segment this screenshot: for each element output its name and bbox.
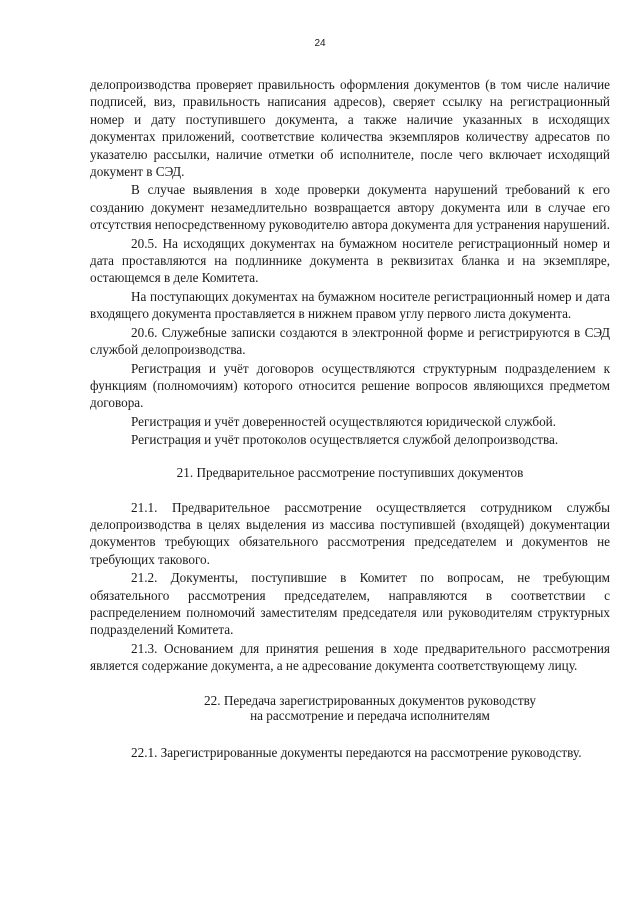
document-body — [90, 76, 610, 762]
paragraph-contracts: Регистрация и учёт договоров осуществляются структурным подразделением к функциям (полномочиям) которого относится решение вопросов являющихся предметом договора. — [90, 360, 610, 411]
section-22-heading — [90, 693, 610, 723]
paragraph-20-5: 20.5. На исходящих документах на бумажном носителе регистрационный номер и дата проставляются на подлиннике документа в реквизитах бланка и на экземпляре, остающемся в деле Комитета. — [90, 235, 610, 286]
paragraph-22-1: 22.1. Зарегистрированные документы передаются на рассмотрение руководству. — [131, 744, 582, 760]
paragraph-21-3: 21.3. Основанием для принятия решения в ходе предварительного рассмотрения является содержание документа, а не адресование документа соответствующему лицу. — [90, 640, 610, 674]
paragraph-continuation: делопроизводства проверяет правильность оформления документов (в том числе наличие подписей, виз, правильность написания адресов), сверяет ссылку на регистрационный номер и дату поступившего документа, а также наличие указанных в исходящих документах приложений, соответствие количества экземпляров количеству адресатов по указателю рассылки, наличие отметки об исполнителе, после чего включает исходящий документ в СЭД. — [90, 77, 610, 180]
paragraph-protocols: Регистрация и учёт протоколов осуществляется службой делопроизводства. — [131, 432, 559, 448]
section-22-heading-line1: 22. Передача зарегистрированных документов руководству — [204, 692, 536, 708]
paragraph-20-6: 20.6. Служебные записки создаются в электронной форме и регистрируются в СЭД службой делопроизводства. — [90, 324, 610, 358]
section-21-heading: 21. Предварительное рассмотрение поступивших документов — [176, 464, 524, 480]
paragraph-incoming-registration: На поступающих документах на бумажном носителе регистрационный номер и дата входящего документа проставляется в нижнем правом углу первого листа документа. — [90, 288, 610, 322]
paragraph-violation-return: В случае выявления в ходе проверки документа нарушений требований к его созданию документ незамедлительно возвращается автору документа или в случае его отсутствия непосредственному руководителю автора документа для устранения нарушений. — [90, 182, 610, 233]
paragraph-21-1: 21.1. Предварительное рассмотрение осуществляется сотрудником службы делопроизводства в целях выделения из массива поступившей (входящей) документации документов требующих обязательного рассмотрения председателем и документов не требующих такового. — [90, 499, 610, 567]
page-number: 24 — [314, 38, 326, 49]
paragraph-powers-of-attorney: Регистрация и учёт доверенностей осуществляются юридической службой. — [131, 413, 557, 429]
paragraph-21-2: 21.2. Документы, поступившие в Комитет по вопросам, не требующим обязательного рассмотрения председателем, направляются в соответствии с распределением полномочий заместителям председателя или руководителям структурных подразделений Комитета. — [90, 570, 610, 638]
section-22-heading-line2: на рассмотрение и передача исполнителям — [250, 707, 490, 723]
